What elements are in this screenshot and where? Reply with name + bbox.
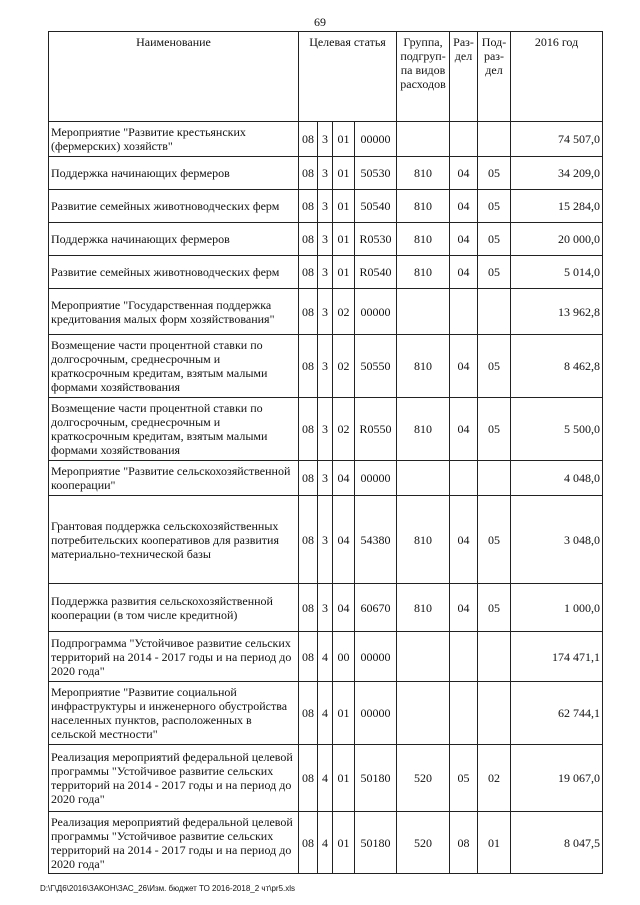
expense-group: 810 [397,398,450,461]
amount-2016: 62 744,1 [511,682,603,745]
target-part-2: 4 [318,632,333,682]
podrazdel: 05 [478,190,511,223]
target-part-1: 08 [299,632,318,682]
table-row [49,584,603,632]
amount-2016: 34 209,0 [511,157,603,190]
target-part-1: 08 [299,682,318,745]
amount-2016: 5 014,0 [511,256,603,289]
target-part-2: 3 [318,584,333,632]
target-part-2: 4 [318,682,333,745]
razdel: 04 [450,190,478,223]
podrazdel: 05 [478,157,511,190]
amount-2016: 174 471,1 [511,632,603,682]
header-razdel: Раз-дел [450,32,478,122]
header-podrazdel: Под-раз-дел [478,32,511,122]
row-name: Реализация мероприятий федеральной целевой программы "Устойчивое развитие сельских территорий на 2014 - 2017 годы и на период до 2020 года" [49,745,299,812]
podrazdel [478,461,511,496]
razdel [450,682,478,745]
podrazdel: 05 [478,584,511,632]
razdel: 04 [450,256,478,289]
expense-group: 810 [397,157,450,190]
table-row [49,335,603,398]
target-part-3: 01 [333,682,355,745]
target-part-4: R0530 [355,223,397,256]
table-row [49,289,603,335]
razdel: 05 [450,745,478,812]
amount-2016: 4 048,0 [511,461,603,496]
podrazdel: 02 [478,745,511,812]
expense-group [397,289,450,335]
target-part-2: 3 [318,223,333,256]
target-part-2: 3 [318,190,333,223]
target-part-1: 08 [299,812,318,874]
podrazdel: 05 [478,223,511,256]
target-part-1: 08 [299,745,318,812]
target-part-3: 01 [333,190,355,223]
target-part-4: 50530 [355,157,397,190]
expense-group: 810 [397,335,450,398]
expense-group [397,122,450,157]
target-part-4: 50540 [355,190,397,223]
row-name: Мероприятие "Развитие социальной инфраструктуры и инженерного обустройства населенных пунктов, расположенных в сельской местности" [49,682,299,745]
table-row [49,745,603,812]
target-part-1: 08 [299,335,318,398]
expense-group [397,682,450,745]
target-part-4: 00000 [355,122,397,157]
podrazdel [478,289,511,335]
target-part-4: 00000 [355,632,397,682]
target-part-4: 00000 [355,682,397,745]
header-target: Целевая статья [299,32,397,122]
target-part-3: 02 [333,398,355,461]
table-row [49,223,603,256]
target-part-1: 08 [299,157,318,190]
target-part-4: 00000 [355,289,397,335]
amount-2016: 1 000,0 [511,584,603,632]
table-row [49,812,603,874]
target-part-2: 3 [318,335,333,398]
table-row [49,190,603,223]
amount-2016: 13 962,8 [511,289,603,335]
target-part-3: 00 [333,632,355,682]
razdel: 04 [450,335,478,398]
expense-group: 810 [397,256,450,289]
target-part-1: 08 [299,496,318,584]
podrazdel [478,682,511,745]
target-part-1: 08 [299,256,318,289]
row-name: Возмещение части процентной ставки по долгосрочным, среднесрочным и краткосрочным кредитам, взятым малыми формами хозяйствования [49,398,299,461]
target-part-4: 50180 [355,745,397,812]
target-part-3: 01 [333,223,355,256]
podrazdel [478,632,511,682]
target-part-3: 01 [333,122,355,157]
amount-2016: 20 000,0 [511,223,603,256]
expense-group: 520 [397,745,450,812]
podrazdel: 05 [478,256,511,289]
razdel: 04 [450,398,478,461]
file-path-footer: D:\Г\Д6\2016\ЗАКОН\ЗАС_26\Изм. бюджет ТО 2016-2018_2 чт\pr5.xls [40,884,296,893]
amount-2016: 19 067,0 [511,745,603,812]
expense-group: 810 [397,496,450,584]
podrazdel: 05 [478,398,511,461]
table-row [49,122,603,157]
razdel [450,632,478,682]
row-name: Подпрограмма "Устойчивое развитие сельских территорий на 2014 - 2017 годы и на период до 2020 года" [49,632,299,682]
target-part-3: 02 [333,335,355,398]
table-row [49,632,603,682]
target-part-2: 3 [318,157,333,190]
expense-group [397,632,450,682]
razdel: 04 [450,157,478,190]
amount-2016: 8 047,5 [511,812,603,874]
budget-table [48,31,603,874]
target-part-3: 04 [333,496,355,584]
row-name: Развитие семейных животноводческих ферм [49,256,299,289]
target-part-1: 08 [299,584,318,632]
expense-group: 810 [397,190,450,223]
target-part-2: 3 [318,461,333,496]
target-part-1: 08 [299,223,318,256]
target-part-1: 08 [299,122,318,157]
target-part-4: 54380 [355,496,397,584]
header-year: 2016 год [511,32,603,122]
target-part-1: 08 [299,289,318,335]
razdel [450,461,478,496]
target-part-3: 04 [333,584,355,632]
target-part-1: 08 [299,461,318,496]
podrazdel: 05 [478,335,511,398]
page-number: 69 [314,15,326,29]
expense-group: 810 [397,223,450,256]
row-name: Грантовая поддержка сельскохозяйственных потребительских кооперативов для развития материально-технической базы [49,496,299,584]
expense-group [397,461,450,496]
razdel [450,122,478,157]
target-part-3: 01 [333,157,355,190]
target-part-3: 01 [333,256,355,289]
amount-2016: 74 507,0 [511,122,603,157]
target-part-1: 08 [299,398,318,461]
amount-2016: 3 048,0 [511,496,603,584]
target-part-2: 3 [318,122,333,157]
target-part-4: R0550 [355,398,397,461]
target-part-1: 08 [299,190,318,223]
target-part-2: 3 [318,289,333,335]
target-part-2: 3 [318,496,333,584]
amount-2016: 15 284,0 [511,190,603,223]
header-name: Наименование [49,32,299,122]
razdel: 04 [450,223,478,256]
row-name: Поддержка развития сельскохозяйственной кооперации (в том числе кредитной) [49,584,299,632]
razdel: 04 [450,584,478,632]
target-part-2: 3 [318,398,333,461]
row-name: Мероприятие "Государственная поддержка кредитования малых форм хозяйствования" [49,289,299,335]
expense-group: 520 [397,812,450,874]
podrazdel: 05 [478,496,511,584]
target-part-4: 00000 [355,461,397,496]
target-part-2: 4 [318,812,333,874]
row-name: Развитие семейных животноводческих ферм [49,190,299,223]
target-part-4: 50550 [355,335,397,398]
target-part-2: 3 [318,256,333,289]
target-part-3: 02 [333,289,355,335]
expense-group: 810 [397,584,450,632]
target-part-4: 50180 [355,812,397,874]
target-part-3: 04 [333,461,355,496]
table-row [49,461,603,496]
podrazdel: 01 [478,812,511,874]
podrazdel [478,122,511,157]
amount-2016: 5 500,0 [511,398,603,461]
target-part-3: 01 [333,812,355,874]
row-name: Поддержка начинающих фермеров [49,223,299,256]
header-row [49,32,603,122]
row-name: Мероприятие "Развитие крестьянских (фермерских) хозяйств" [49,122,299,157]
razdel: 04 [450,496,478,584]
row-name: Возмещение части процентной ставки по долгосрочным, среднесрочным и краткосрочным кредитам, взятым малыми формами хозяйствования [49,335,299,398]
target-part-3: 01 [333,745,355,812]
table-row [49,398,603,461]
row-name: Реализация мероприятий федеральной целевой программы "Устойчивое развитие сельских территорий на 2014 - 2017 годы и на период до 2020 года" [49,812,299,874]
row-name: Мероприятие "Развитие сельскохозяйственной кооперации" [49,461,299,496]
header-group: Группа, подгруп-па видов расходов [397,32,450,122]
target-part-4: R0540 [355,256,397,289]
target-part-2: 4 [318,745,333,812]
amount-2016: 8 462,8 [511,335,603,398]
table-row [49,157,603,190]
razdel [450,289,478,335]
table-row [49,256,603,289]
razdel: 08 [450,812,478,874]
table-row [49,682,603,745]
target-part-4: 60670 [355,584,397,632]
table-row [49,496,603,584]
row-name: Поддержка начинающих фермеров [49,157,299,190]
